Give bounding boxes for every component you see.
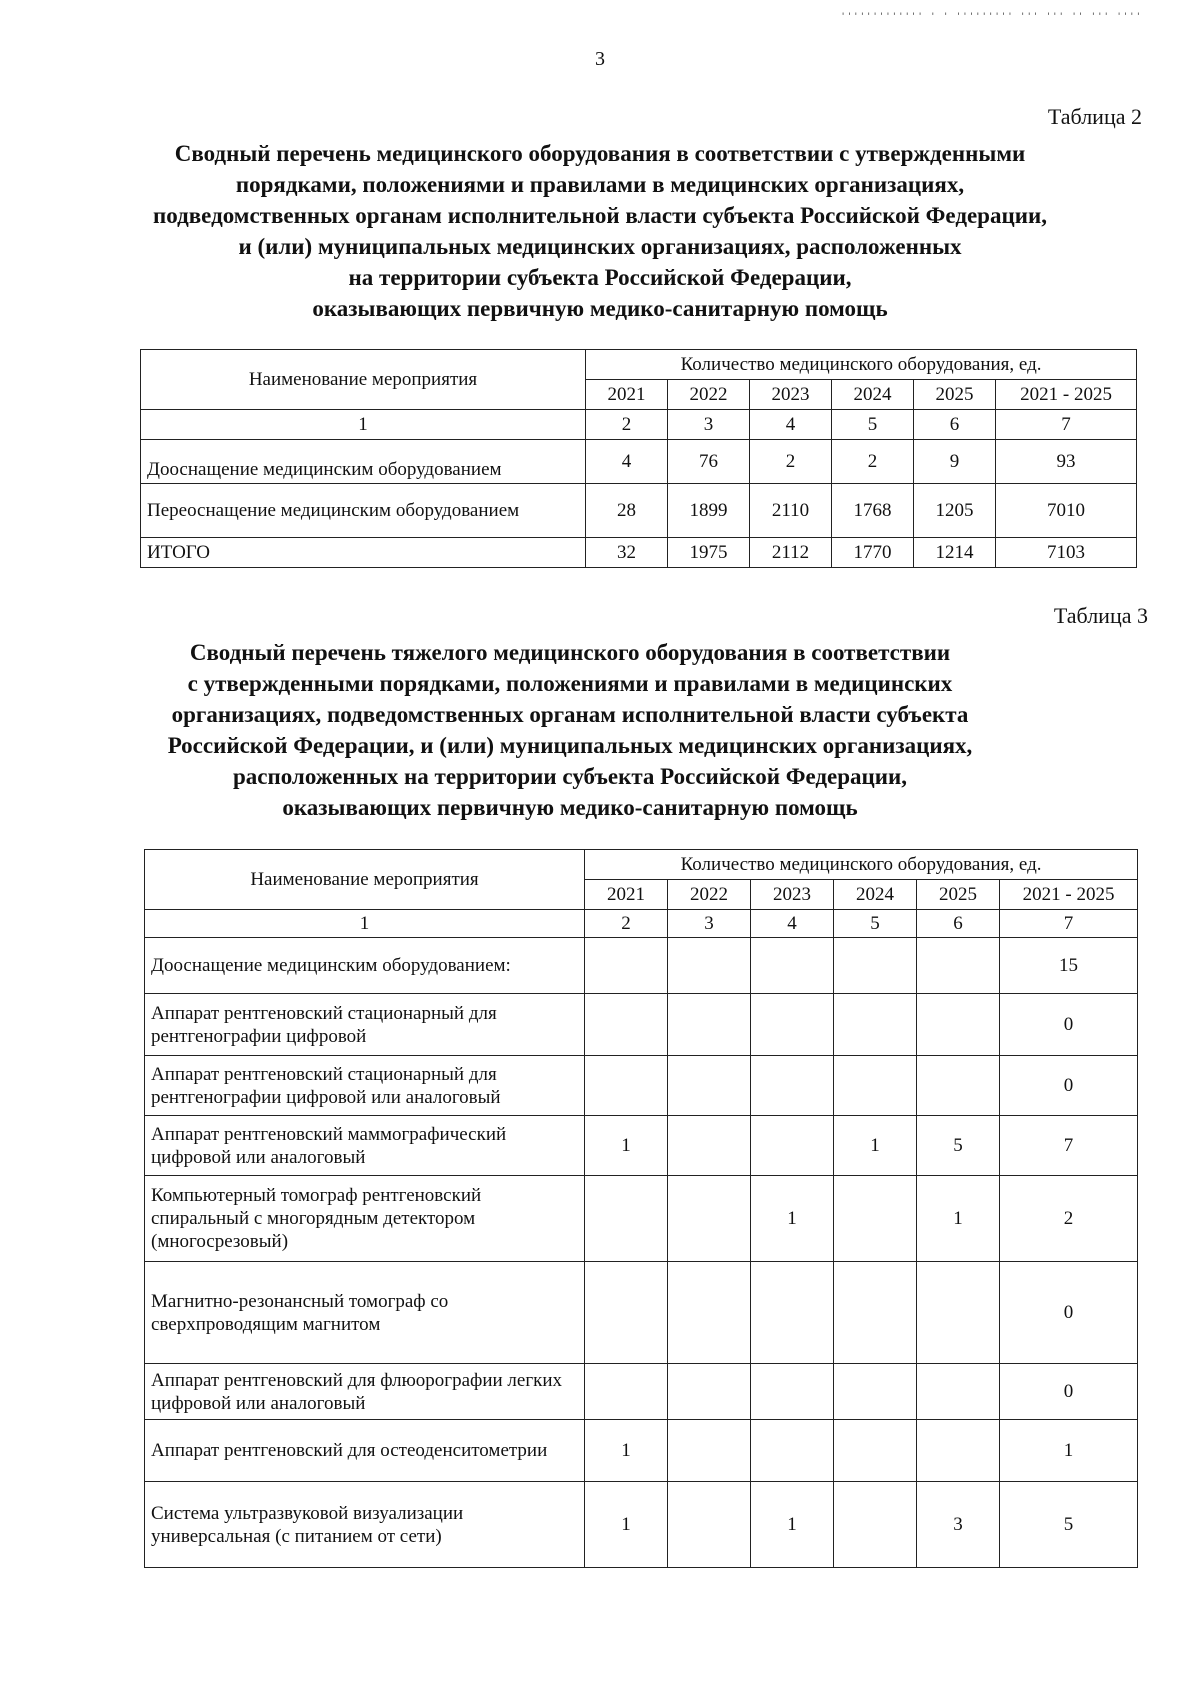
column-number: 7	[996, 410, 1137, 440]
row-value: 0	[1000, 1364, 1138, 1420]
table2-title-line: оказывающих первичную медико-санитарную помощь	[312, 296, 888, 321]
row-value	[668, 994, 751, 1056]
row-value: 9	[914, 440, 996, 484]
page-number: 3	[595, 48, 605, 70]
row-value: 2	[1000, 1176, 1138, 1262]
row-value: 7010	[996, 484, 1137, 538]
row-value	[751, 1364, 834, 1420]
row-value: 1	[1000, 1420, 1138, 1482]
row-value	[834, 994, 917, 1056]
table-row	[141, 484, 1137, 538]
row-value: 2	[832, 440, 914, 484]
row-value	[751, 1420, 834, 1482]
table2-label: Таблица 2	[1047, 104, 1142, 129]
table-row	[145, 1420, 1138, 1482]
row-name: Система ультразвуковой визуализации универсальная (с питанием от сети)	[145, 1482, 585, 1568]
row-value	[751, 1116, 834, 1176]
row-value	[585, 1262, 668, 1364]
row-value	[917, 1056, 1000, 1116]
column-number: 6	[914, 410, 996, 440]
row-name: Аппарат рентгеновский стационарный для рентгенографии цифровой	[145, 994, 585, 1056]
row-value: 0	[1000, 1056, 1138, 1116]
column-number: 6	[917, 910, 1000, 938]
row-value	[834, 1420, 917, 1482]
table-row	[145, 1056, 1138, 1116]
row-value	[834, 938, 917, 994]
table3-column-numbers	[145, 910, 1138, 938]
row-value	[668, 1482, 751, 1568]
table3-title-line: Сводный перечень тяжелого медицинского оборудования в соответствии	[189, 640, 951, 665]
column-number: 3	[668, 910, 751, 938]
row-value	[668, 1176, 751, 1262]
table-row	[145, 994, 1138, 1056]
row-value	[585, 1176, 668, 1262]
table3-label: Таблица 3	[1053, 603, 1148, 628]
table3-header-name: Наименование мероприятия	[145, 850, 585, 910]
row-value: 5	[1000, 1482, 1138, 1568]
row-name: ИТОГО	[141, 538, 586, 568]
row-value: 1	[585, 1116, 668, 1176]
table-row	[145, 1176, 1138, 1262]
row-value: 1	[834, 1116, 917, 1176]
row-value: 2110	[750, 484, 832, 538]
column-number: 5	[834, 910, 917, 938]
table3-title	[0, 637, 1170, 823]
row-value	[834, 1482, 917, 1568]
table2-year: 2023	[750, 380, 832, 410]
table2-year: 2022	[668, 380, 750, 410]
table2-title	[0, 138, 1200, 324]
row-value	[917, 994, 1000, 1056]
row-name: Компьютерный томограф рентгеновский спиральный с многорядным детектором (многосрезовый)	[145, 1176, 585, 1262]
column-number: 3	[668, 410, 750, 440]
table-row-total	[141, 538, 1137, 568]
row-value: 7	[1000, 1116, 1138, 1176]
row-name: Дооснащение медицинским оборудованием	[141, 440, 586, 484]
row-value	[751, 938, 834, 994]
column-number: 1	[141, 410, 586, 440]
row-value: 32	[586, 538, 668, 568]
row-value	[585, 994, 668, 1056]
table3-year: 2022	[668, 880, 751, 910]
table2-title-line: подведомственных органам исполнительной власти субъекта Российской Федерации,	[153, 203, 1047, 228]
row-value: 28	[586, 484, 668, 538]
row-value: 4	[586, 440, 668, 484]
table3-title-line: с утвержденными порядками, положениями и правилами в медицинских	[187, 671, 953, 696]
table3-title-line: расположенных на территории субъекта Российской Федерации,	[232, 764, 908, 789]
row-value: 2112	[750, 538, 832, 568]
table3-year: 2024	[834, 880, 917, 910]
row-value	[751, 1056, 834, 1116]
row-value: 76	[668, 440, 750, 484]
row-value: 0	[1000, 1262, 1138, 1364]
table-row	[141, 440, 1137, 484]
column-number: 5	[832, 410, 914, 440]
row-value	[668, 1420, 751, 1482]
table3-title-line: Российской Федерации, и (или) муниципальных медицинских организациях,	[167, 733, 973, 758]
table-row	[145, 1364, 1138, 1420]
table3-year: 2021 - 2025	[1000, 880, 1138, 910]
row-name: Переоснащение медицинским оборудованием	[141, 484, 586, 538]
table3-year: 2025	[917, 880, 1000, 910]
table2	[140, 349, 1137, 568]
row-value	[751, 994, 834, 1056]
row-value	[834, 1176, 917, 1262]
row-value: 15	[1000, 938, 1138, 994]
row-value: 1	[585, 1482, 668, 1568]
table-row	[145, 1482, 1138, 1568]
table2-title-line: на территории субъекта Российской Федерации,	[348, 265, 852, 290]
row-name: Аппарат рентгеновский для остеоденситометрии	[145, 1420, 585, 1482]
table-row	[145, 1116, 1138, 1176]
row-value	[834, 1056, 917, 1116]
row-value: 1214	[914, 538, 996, 568]
table3-header-group: Количество медицинского оборудования, ед.	[585, 850, 1138, 880]
column-number: 4	[751, 910, 834, 938]
row-value: 3	[917, 1482, 1000, 1568]
table3-title-line: оказывающих первичную медико-санитарную помощь	[282, 795, 858, 820]
row-value: 1205	[914, 484, 996, 538]
row-value	[917, 1262, 1000, 1364]
scan-artifact: ''''''''''''' ' ' ''''''''' ''' ''' '' ''' ''''	[840, 12, 1142, 22]
row-value	[668, 1364, 751, 1420]
row-value	[668, 1116, 751, 1176]
table2-year: 2021	[586, 380, 668, 410]
row-value: 1	[585, 1420, 668, 1482]
row-value: 1768	[832, 484, 914, 538]
row-name: Аппарат рентгеновский маммографический цифровой или аналоговый	[145, 1116, 585, 1176]
row-value	[917, 1420, 1000, 1482]
row-value	[834, 1364, 917, 1420]
column-number: 4	[750, 410, 832, 440]
table2-header-row	[141, 350, 1137, 380]
row-value: 1	[751, 1176, 834, 1262]
column-number: 2	[586, 410, 668, 440]
row-value	[585, 938, 668, 994]
table2-year: 2021 - 2025	[996, 380, 1137, 410]
table-row	[145, 938, 1138, 994]
table2-title-line: порядками, положениями и правилами в медицинских организациях,	[235, 172, 965, 197]
column-number: 7	[1000, 910, 1138, 938]
table2-column-numbers	[141, 410, 1137, 440]
table3-year: 2023	[751, 880, 834, 910]
row-value: 1	[751, 1482, 834, 1568]
row-value: 0	[1000, 994, 1138, 1056]
row-name: Дооснащение медицинским оборудованием:	[145, 938, 585, 994]
table3	[144, 849, 1138, 1568]
table2-title-line: Сводный перечень медицинского оборудования в соответствии с утвержденными	[174, 141, 1026, 166]
table2-header-group: Количество медицинского оборудования, ед.	[586, 350, 1137, 380]
row-value	[917, 938, 1000, 994]
row-value	[834, 1262, 917, 1364]
row-value	[668, 1262, 751, 1364]
row-value: 1770	[832, 538, 914, 568]
row-name: Аппарат рентгеновский для флюорографии легких цифровой или аналоговый	[145, 1364, 585, 1420]
table2-year: 2024	[832, 380, 914, 410]
row-name: Аппарат рентгеновский стационарный для рентгенографии цифровой или аналоговый	[145, 1056, 585, 1116]
row-value	[668, 938, 751, 994]
table2-year: 2025	[914, 380, 996, 410]
row-value	[751, 1262, 834, 1364]
table3-header-row	[145, 850, 1138, 880]
column-number: 1	[145, 910, 585, 938]
row-name: Магнитно-резонансный томограф со сверхпроводящим магнитом	[145, 1262, 585, 1364]
row-value	[668, 1056, 751, 1116]
table2-title-line: и (или) муниципальных медицинских организациях, расположенных	[238, 234, 962, 259]
table2-header-name: Наименование мероприятия	[141, 350, 586, 410]
row-value	[585, 1364, 668, 1420]
row-value: 93	[996, 440, 1137, 484]
row-value	[917, 1364, 1000, 1420]
row-value: 1899	[668, 484, 750, 538]
row-value: 1975	[668, 538, 750, 568]
row-value: 2	[750, 440, 832, 484]
row-value	[585, 1056, 668, 1116]
column-number: 2	[585, 910, 668, 938]
row-value: 5	[917, 1116, 1000, 1176]
row-value: 7103	[996, 538, 1137, 568]
table3-year: 2021	[585, 880, 668, 910]
row-value: 1	[917, 1176, 1000, 1262]
table-row	[145, 1262, 1138, 1364]
table3-title-line: организациях, подведомственных органам исполнительной власти субъекта	[171, 702, 969, 727]
